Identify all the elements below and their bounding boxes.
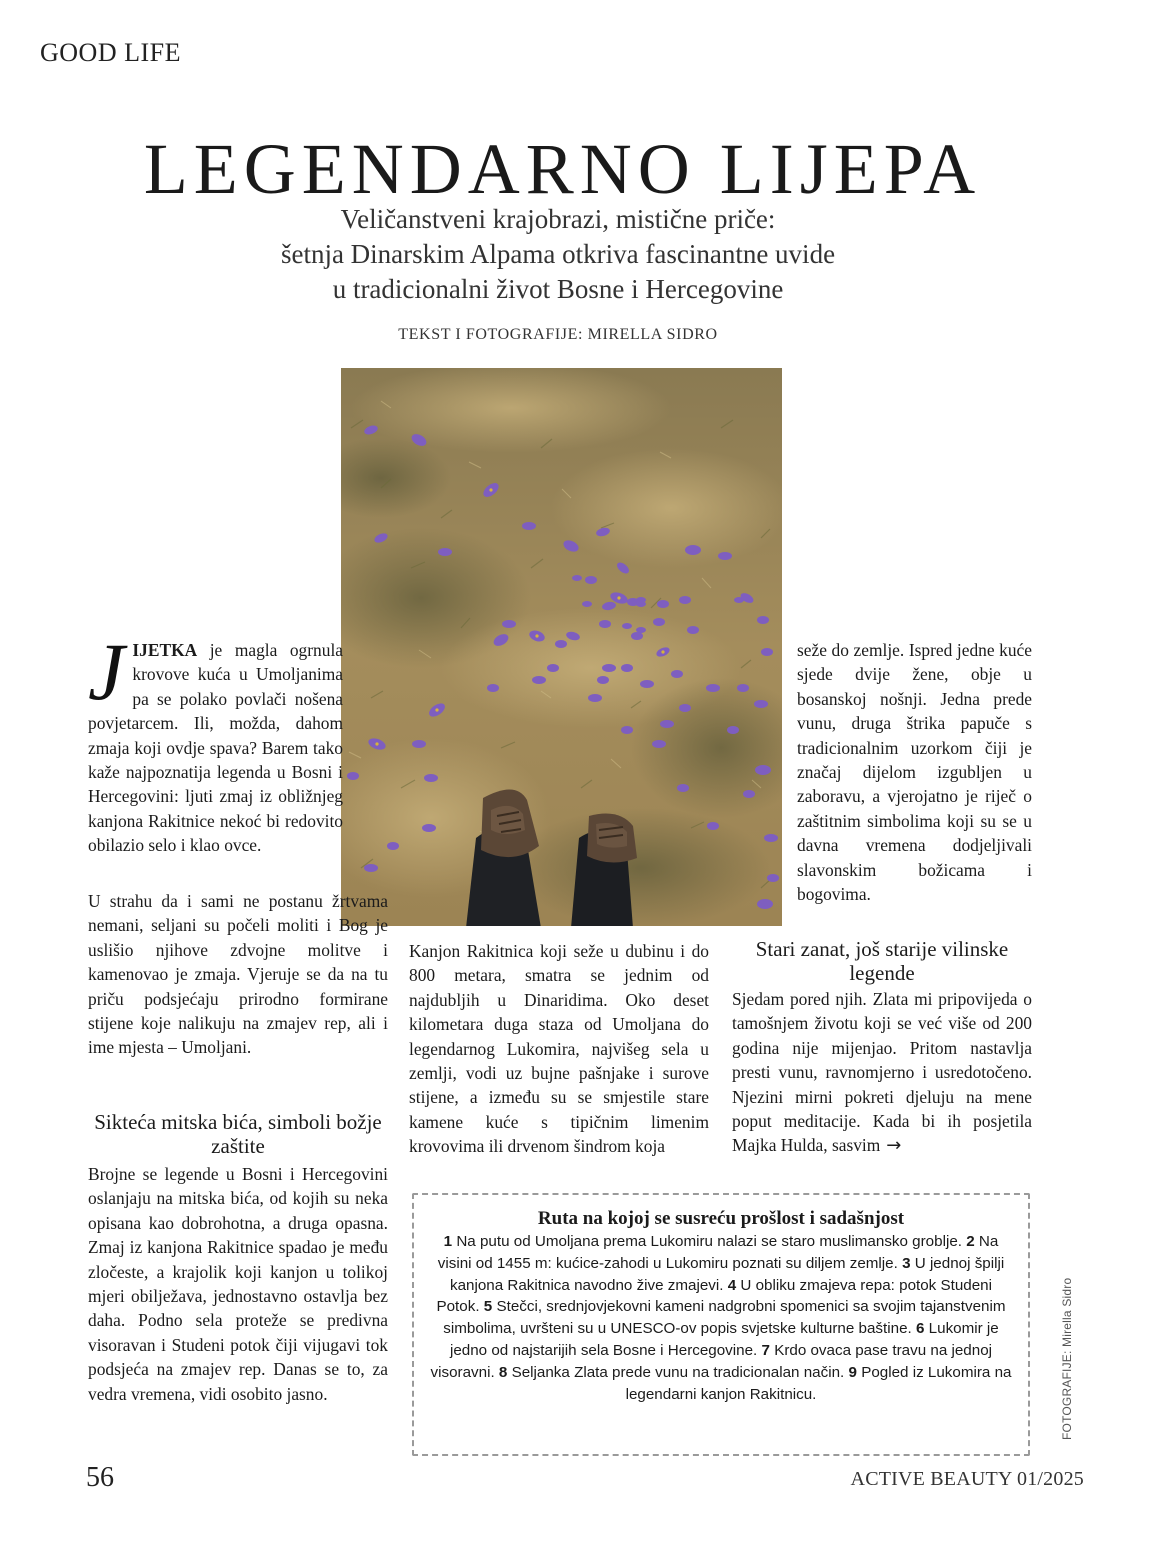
subheading: Sikteća mitska bića, simboli božje zaštite	[94, 1110, 382, 1158]
photo-credit: FOTOGRAFIJE: Mirella Sidro	[1060, 1277, 1074, 1440]
item-number: 5	[483, 1298, 493, 1316]
article-subtitle	[0, 202, 1116, 307]
item-text: Na putu od Umoljana prema Lukomiru nalazi se staro muslimansko groblje.	[456, 1233, 962, 1250]
item-number: 6	[915, 1320, 925, 1338]
item-text: Stečci, srednjovjekovni kameni nadgrobni spomenici sa svojim tajanstvenim simbolima, uvršteni su u UNESCO-ov popis svjetske kulturne baštine.	[443, 1298, 1006, 1338]
article-title: LEGENDARNO LIJEPA	[143, 129, 982, 209]
intro-continued-text: U strahu da i sami ne postanu žrtvama nemani, seljani su počeli moliti i Bog je uslišio njihove zdvojne molitve i kamenovao je zmaja. Vjeruje se da na tu priču podsjećaju prirodno formirane stijene koje nalikuju na zmajev rep, ali i ime mjesta – Umoljani.	[88, 891, 388, 1058]
item-number: 9	[848, 1363, 857, 1381]
paragraph	[732, 987, 1032, 1159]
item-number: 3	[902, 1254, 911, 1272]
byline: TEKST I FOTOGRAFIJE: MIRELLA SIDRO	[398, 326, 718, 343]
route-infobox	[412, 1193, 1030, 1456]
paragraph-women: seže do zemlje. Ispred jedne kuće sjede dvije žene, obje u bosanskoj nošnji. Jedna prede vunu, druga štrika papuče s tradicionalnim uzorkom čiji je značaj dijelom izgubljen u zaboravu, a vjerojatno je riječ o zaštitnim simbolima koji su se u davna vremena dodjeljivali slavonskim božicama i bogovima.	[797, 640, 1032, 905]
crocus-meadow-photo	[341, 368, 782, 926]
item-text: Lukomir je jedno od najstarijih sela Bosne i Hercegovine.	[449, 1320, 999, 1359]
section-old-craft	[732, 937, 1032, 1159]
item-number: 2	[966, 1233, 975, 1250]
item-number: 4	[727, 1276, 737, 1294]
article-intro	[88, 626, 343, 858]
page-number: 56	[86, 1462, 114, 1493]
item-text: Na visini od 1455 m: kućice-zahodi u Lukomiru poznati su diljem zemlje.	[437, 1233, 999, 1272]
continue-arrow-icon: →	[886, 1135, 902, 1157]
subheading: Stari zanat, još starije vilinske legende	[755, 937, 1009, 985]
item-text: U obliku zmajeva repa: potok Studeni Potok.	[436, 1276, 993, 1316]
paragraph: Brojne se legende u Bosni i Hercegovini oslanjaju na mitska bića, od kojih su neka opisana kao dobrohotna, a druga opasna. Zmaj iz kanjona Rakitnice spadao je među zločeste, a krajolik koji kanjon u tolikoj mjeri obilježava, jednostavno ostavlja bez daha. Podno sela proteže se predivna visoravan i Studeni potok čiji vijugavi tok podsjeća na zmajev rep. Danas se to, za vedra vremena, vidi osobito jasno.	[88, 1164, 388, 1404]
item-text: Krdo ovaca pase travu na jednoj visoravni.	[430, 1341, 993, 1381]
article-intro-continued	[88, 889, 388, 1060]
paragraph-text: Sjedam pored njih. Zlata mi pripovijeda o tamošnjem životu koji se već više od 200 godina nije mijenjao. Pritom nastavlja presti vunu, ravnomjerno i usredotočeno. Njezini mirni pokreti djeluju na mene poput meditacije. Kada bi ih posjetila Majka Hulda, sasvim	[732, 989, 1032, 1156]
infobox-text	[428, 1231, 1014, 1405]
subtitle-line: Veličanstveni krajobrazi, mistične priče:	[340, 204, 776, 234]
magazine-issue: ACTIVE BEAUTY 01/2025	[850, 1468, 1084, 1490]
item-number: 8	[498, 1363, 508, 1381]
lead-word: IJETKA	[132, 640, 198, 660]
item-text: Seljanka Zlata prede vunu na tradicionalan način.	[511, 1363, 845, 1381]
item-number: 1	[443, 1233, 453, 1250]
item-text: U jednoj špilji kanjona Rakitnica navodno žive zmajevi.	[449, 1254, 1005, 1294]
section-mythical-creatures	[88, 1110, 388, 1406]
item-text: Pogled iz Lukomira na legendarni kanjon Rakitnicu.	[625, 1363, 1012, 1403]
subtitle-line: u tradicionalni život Bosne i Hercegovine	[332, 274, 784, 304]
item-number: 7	[761, 1341, 770, 1359]
section-label: GOOD LIFE	[40, 38, 181, 67]
paragraph-canyon: Kanjon Rakitnica koji seže u dubinu i do 800 metara, smatra se jednim od najdubljih u Dinaridima. Oko deset kilometara duga staza od Umoljana do legendarnog Lukomira, najvišeg sela u zemlji, vodi uz bujne pašnjake i surove stijene, a između su se smjestile stare kamene kuće s tipičnim limenim krovovima ili drvenom šindrom koja	[409, 941, 709, 1157]
infobox-title: Ruta na kojoj se susreću prošlost i sadašnjost	[537, 1208, 905, 1229]
intro-text: je magla ogrnula krovove kuća u Umoljanima pa se polako povlači nošena povjetarcem. Ili, možda, dahom zmaja koji ovdje spava? Barem tako kaže najpoznatija legenda u Bosni i Hercegovini: ljuti zmaj iz obližnjeg kanjona Rakitnice nekoć bi redovito obilazio selo i klao ovce.	[88, 640, 343, 856]
subtitle-line: šetnja Dinarskim Alpama otkriva fascinantne uvide	[280, 239, 836, 269]
dropcap: J	[88, 626, 125, 717]
